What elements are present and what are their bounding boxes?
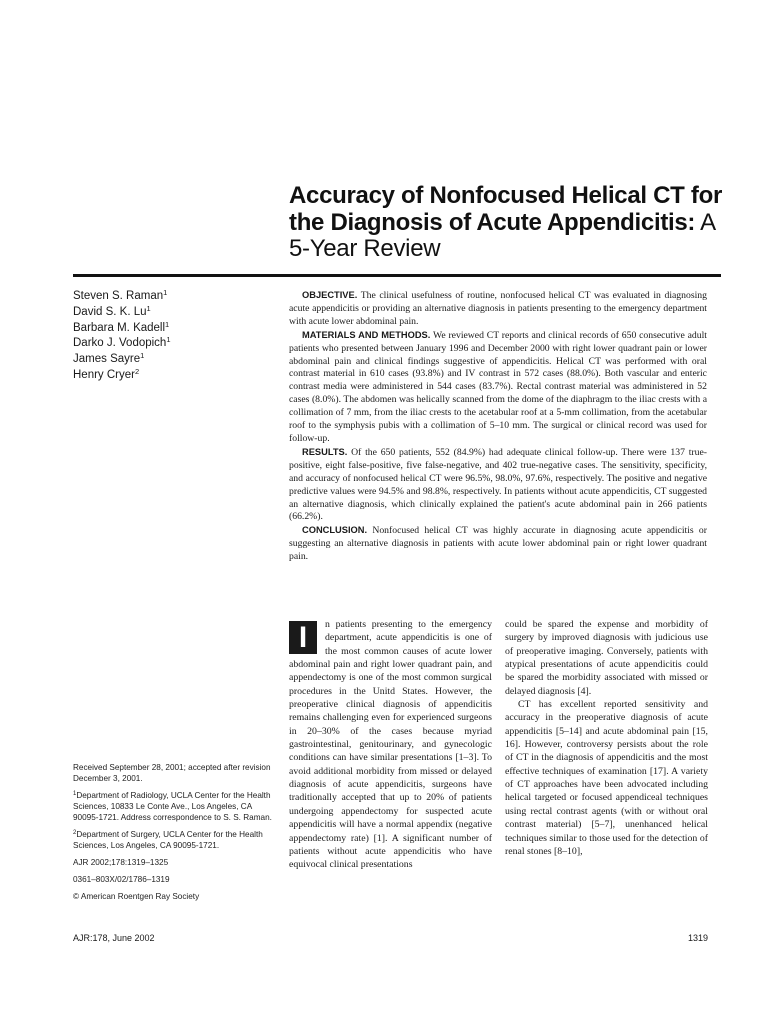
affiliation-mark: 2 <box>134 366 140 376</box>
author: Henry Cryer$^2$ <box>73 366 140 381</box>
author: Barbara M. Kadell$^1$ <box>73 319 170 334</box>
issn: 0361–803X/02/1786–1319 <box>73 875 170 884</box>
article-notes <box>73 762 273 908</box>
abstract <box>289 289 707 564</box>
body-column-2 <box>505 618 708 858</box>
body-paragraph: could be spared the expense and morbidity of surgery by improved diagnosis with judicious use of preoperative imaging. Conversely, patients with atypical presentations of acute appendicitis could be spared the morbidity associated with missed or delayed diagnosis [4]. <box>505 619 708 697</box>
affiliation-mark: 1 <box>163 288 168 297</box>
copyright: © American Roentgen Ray Society <box>73 892 200 901</box>
title-rule <box>73 274 721 277</box>
abstract-results: RESULTS. Of the 650 patients, 552 (84.9%) had adequate clinical follow-up. There were 137 true-positive, eight false-positive, five false-negative, and 402 true-negative cases. The sensitivity, specificity, and accuracy of nonfocused helical CT were 96.5%, 98.0%, 97.6%, respectively. The positive and negative predictive values were 94.5% and 98.8%, respectively. In patients without acute appendicitis, CT suggested an alternative diagnosis, which clinically explained the patient's acute abdominal pain in 266 patients (66.2%). <box>289 446 707 523</box>
abstract-objective: OBJECTIVE. The clinical usefulness of routine, nonfocused helical CT was evaluated in diagnosing acute appendicitis or providing an alternative diagnosis in patients presenting to the emergency department with acute lower abdominal pain. <box>289 290 707 327</box>
author-list <box>73 289 273 384</box>
page-number: 1319 <box>687 933 708 943</box>
affiliation-note-1: $^1$Department of Radiology, UCLA Center for the Health Sciences, 10833 Le Conte Ave., Los Angeles, CA 90095-1721. Address correspondence to S. S. Raman. <box>73 791 272 822</box>
body-column-1 <box>289 618 492 872</box>
author: David S. K. Lu$^1$ <box>73 303 151 318</box>
section-label: MATERIALS AND METHODS. <box>302 329 431 340</box>
title-main: Accuracy of Nonfocused Helical CT for the Diagnosis of Acute Appendicitis: <box>289 182 722 236</box>
article-title <box>289 183 729 263</box>
affiliation-mark: 1 <box>166 335 171 345</box>
body-paragraph: n patients presenting to the emergency department, acute appendicitis is one of the most common causes of acute lower abdominal pain and right lower quadrant pain, and appendectomy is one of the most common surgical procedures in the Unitd States. However, the preoperative clinical diagnosis of appendicitis remains challenging even for experienced surgeons in 20–30% of the cases because myriad gastrointestinal, genitourinary, and gynecologic conditions can have similar presentations [1–3]. To avoid additional morbidity from missed or delayed diagnosis of acute appendicitis, surgeons have traditionally accepted that up to 20% of patients undergoing appendectomy for suspected acute appendicitis will have a normal appendix (negative appendectomy rate) [1]. A significant number of patients without acute appendicitis who have equivocal clinical presentations <box>289 619 492 871</box>
citation: AJR 2002;178:1319–1325 <box>73 858 169 867</box>
author: Steven S. Raman$^1$ <box>73 288 168 302</box>
affiliation-mark: 1 <box>165 319 170 329</box>
section-label: RESULTS. <box>302 446 348 457</box>
affiliation-mark: 1 <box>146 303 151 313</box>
abstract-conclusion: CONCLUSION. Nonfocused helical CT was highly accurate in diagnosing acute appendicitis or suggesting an alternative diagnosis in patients with acute lower abdominal pain or right lower quadrant pain. <box>289 525 707 563</box>
drop-cap: I <box>289 621 317 654</box>
footer-journal: AJR:178, June 2002 <box>73 933 155 943</box>
author: Darko J. Vodopich$^1$ <box>73 335 171 350</box>
abstract-methods: MATERIALS AND METHODS. We reviewed CT reports and clinical records of 650 consecutive adult patients who presented between January 1996 and December 2000 with right lower quadrant pain or lower abdominal pain and clinical findings suggestive of appendicitis. Helical CT was performed with oral contrast material in 610 cases (93.8%) and IV contrast in 572 cases (88.0%). Both vascular and enteric contrast media were administered in 544 cases (83.7%). Rectal contrast material was administered in 52 cases (8.0%). The abdomen was helically scanned from the dome of the diaphragm to the iliac crests with a collimation of 7 mm, from the iliac crests to the acetabular roof at a 5-mm collimation, from the acetabular roof to the symphysis pubis with a collimation of 5–10 mm. The surgical or clinical record was used for follow-up. <box>289 329 707 444</box>
received-note: Received September 28, 2001; accepted after revision December 3, 2001. <box>73 763 271 783</box>
affiliation-mark: 1 <box>140 351 145 361</box>
section-label: OBJECTIVE. <box>302 290 358 300</box>
section-label: CONCLUSION. <box>302 525 368 536</box>
author: James Sayre$^1$ <box>73 351 145 366</box>
title-subtitle: A 5-Year Review <box>289 208 715 262</box>
affiliation-note-2: $^2$Department of Surgery, UCLA Center for the Health Sciences, Los Angeles, CA 90095-1721. <box>73 830 263 850</box>
body-paragraph: CT has excellent reported sensitivity and accuracy in the preoperative diagnosis of acute appendicitis [5–14] and acute abdominal pain [15, 16]. However, controversy persists about the role of CT in the diagnosis of appendicitis and the most effective techniques of examination [17]. A variety of CT approaches have been advocated including helical targeted or focused appendiceal techniques using rectal contrast agents (with or without oral contrast material) [5–7], unenhanced helical techniques similar to those used for the detection of renal stones [8–10], <box>505 699 708 857</box>
